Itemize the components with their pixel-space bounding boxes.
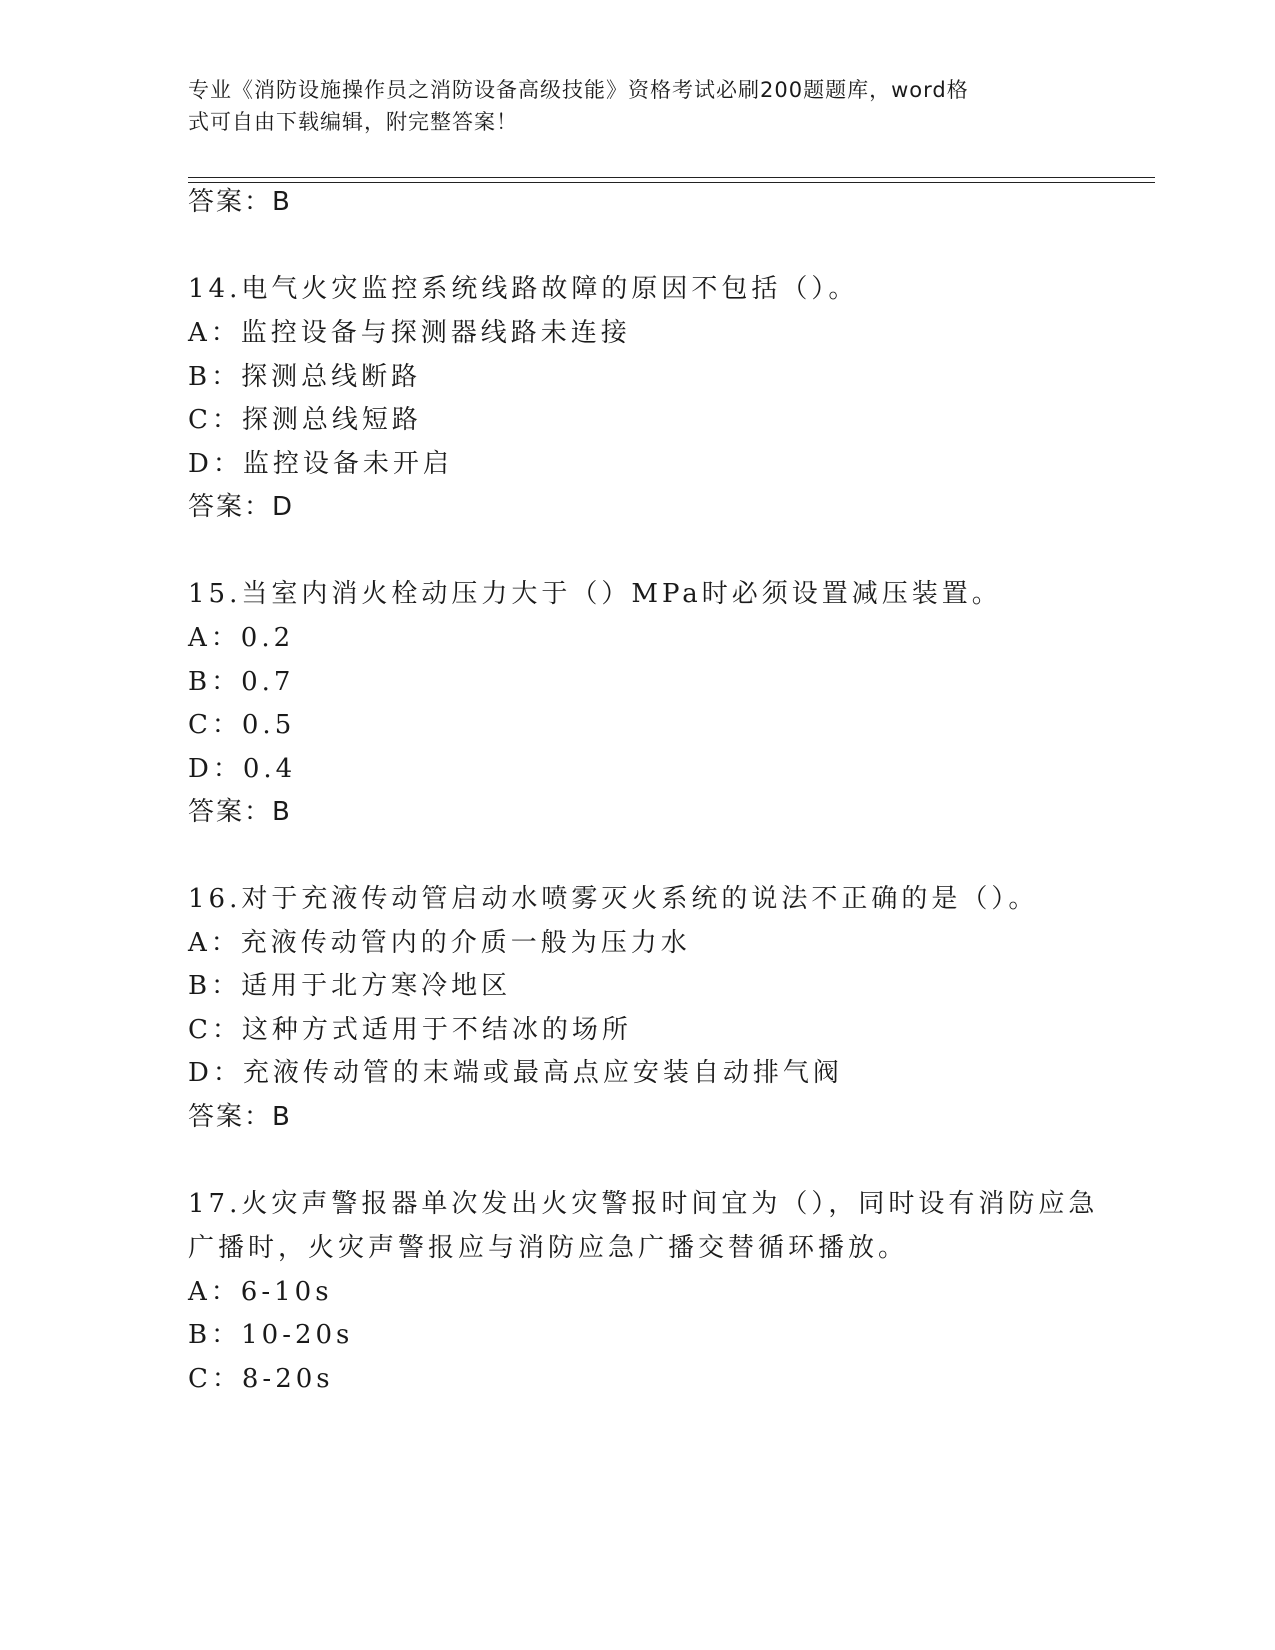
question-15-answer: 答案：B <box>188 797 292 827</box>
header-divider-top <box>188 177 1155 178</box>
question-17-stem-line-1: 17.火灾声警报器单次发出火灾警报时间宜为（），同时设有消防应急 <box>188 1189 1099 1219</box>
question-14-stem: 14.电气火灾监控系统线路故障的原因不包括（）。 <box>188 274 859 304</box>
question-17-option-a: A：6-10s <box>188 1277 333 1307</box>
question-14-answer: 答案：D <box>188 492 295 522</box>
document-header <box>188 74 1088 138</box>
question-15-option-b: B：0.7 <box>188 667 295 697</box>
question-17-option-c: C：8-20s <box>188 1364 334 1394</box>
question-16-option-d: D：充液传动管的末端或最高点应安装自动排气阀 <box>188 1058 843 1088</box>
question-14-option-b: B：探测总线断路 <box>188 362 422 392</box>
question-15-option-d: D：0.4 <box>188 754 297 784</box>
question-14-option-d: D：监控设备未开启 <box>188 449 453 479</box>
question-16-option-c: C：这种方式适用于不结冰的场所 <box>188 1015 632 1045</box>
question-14-option-a: A：监控设备与探测器线路未连接 <box>188 318 631 348</box>
question-17-stem-line-2: 广播时，火灾声警报应与消防应急广播交替循环播放。 <box>188 1233 909 1263</box>
previous-answer: 答案：B <box>188 187 292 217</box>
question-16-answer: 答案：B <box>188 1102 292 1132</box>
header-divider-bottom <box>188 182 1155 183</box>
question-17-option-b: B：10-20s <box>188 1320 354 1350</box>
question-14-option-c: C：探测总线短路 <box>188 405 422 435</box>
header-line-1: 专业《消防设施操作员之消防设备高级技能》资格考试必刷200题题库，word格 <box>188 78 969 102</box>
question-16-option-b: B：适用于北方寒冷地区 <box>188 971 512 1001</box>
question-15-stem: 15.当室内消火栓动压力大于（）MPa时必须设置减压装置。 <box>188 579 1002 609</box>
question-16-stem: 16.对于充液传动管启动水喷雾灭火系统的说法不正确的是（）。 <box>188 884 1039 914</box>
question-16-option-a: A：充液传动管内的介质一般为压力水 <box>188 928 691 958</box>
header-line-2: 式可自由下载编辑，附完整答案！ <box>188 110 518 134</box>
question-15-option-c: C：0.5 <box>188 710 296 740</box>
question-15-option-a: A：0.2 <box>188 623 295 653</box>
